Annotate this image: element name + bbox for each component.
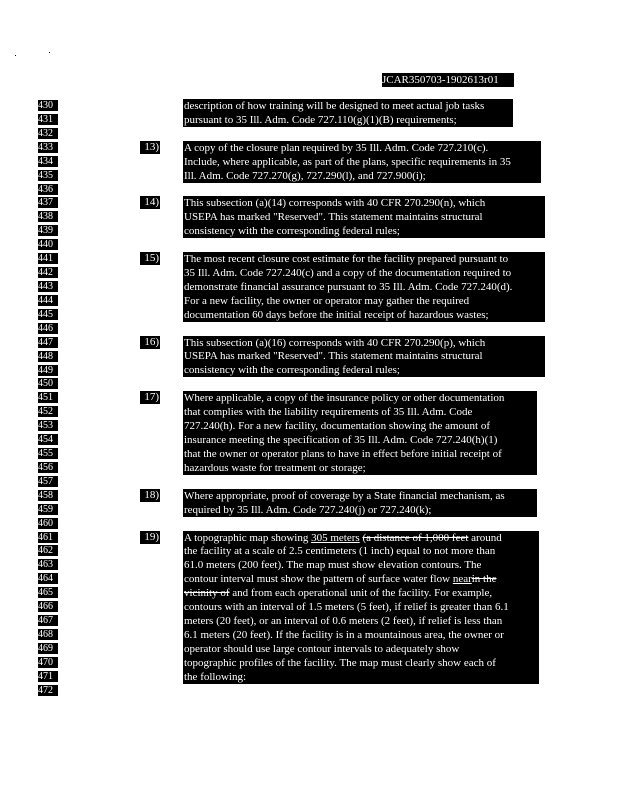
line-number: 456 (38, 462, 58, 473)
line-number: 450 (38, 378, 58, 389)
line-number: 445 (38, 309, 58, 320)
line-number: 433 (38, 142, 58, 153)
text-line (183, 531, 539, 545)
line-number: 448 (38, 351, 58, 362)
line-number: 447 (38, 337, 58, 348)
text-line: Where applicable, a copy of the insurance policy or other documentation (183, 391, 537, 405)
text-line (183, 586, 539, 600)
line-number: 442 (38, 267, 58, 278)
line-number: 436 (38, 184, 58, 195)
line-number: 441 (38, 253, 58, 264)
line-number: 438 (38, 211, 58, 222)
line-number: 446 (38, 323, 58, 334)
line-number: 465 (38, 587, 58, 598)
text-line: 35 Ill. Adm. Code 727.240(c) and a copy of the documentation required to (183, 266, 545, 280)
text-line: consistency with the corresponding federal rules; (183, 363, 545, 377)
line-number: 463 (38, 559, 58, 570)
line-number: 432 (38, 128, 58, 139)
text-line: contours with an interval of 1.5 meters (5 feet), if relief is greater than 6.1 (183, 600, 539, 614)
text-line: 61.0 meters (200 feet). The map must show elevation contours. The (183, 558, 539, 572)
line-number: 464 (38, 573, 58, 584)
docket-number: JCAR350703-1902613r01 (382, 73, 514, 87)
text-line: USEPA has marked "Reserved". This statement maintains structural (183, 210, 545, 224)
text-run: and from each operational unit of the facility. For example, (229, 587, 493, 600)
line-number: 434 (38, 156, 58, 167)
text-line: that the owner or operator plans to have in effect before initial receipt of (183, 447, 537, 461)
text-line: 6.1 meters (20 feet). If the facility is in a mountainous area, the owner or (183, 628, 539, 642)
subsection-number: 13) (140, 141, 160, 154)
line-number: 467 (38, 615, 58, 626)
subsection-number: 14) (140, 196, 160, 209)
line-number: 431 (38, 114, 58, 125)
line-number: 435 (38, 170, 58, 181)
text-line (183, 572, 539, 586)
line-number: 458 (38, 490, 58, 501)
text-line: the following: (183, 670, 539, 684)
text-line: demonstrate financial assurance pursuant to 35 Ill. Adm. Code 727.240(d). (183, 280, 545, 294)
line-number: 444 (38, 295, 58, 306)
text-line: Ill. Adm. Code 727.270(g), 727.290(l), and 727.900(i); (183, 169, 541, 183)
text-line: that complies with the liability requirements of 35 Ill. Adm. Code (183, 405, 537, 419)
text-line: USEPA has marked "Reserved". This statement maintains structural (183, 349, 545, 363)
line-number: 457 (38, 476, 58, 487)
line-number: 468 (38, 629, 58, 640)
text-run: contour interval must show the pattern of surface water flow (184, 573, 453, 586)
text-line: documentation 60 days before the initial receipt of hazardous wastes; (183, 308, 545, 322)
line-number: 451 (38, 392, 58, 403)
subsection-number: 15) (140, 252, 160, 265)
line-number: 466 (38, 601, 58, 612)
text-line: The most recent closure cost estimate for the facility prepared pursuant to (183, 252, 545, 266)
text-line: A copy of the closure plan required by 35 Ill. Adm. Code 727.210(c). (183, 141, 541, 155)
line-number: 460 (38, 518, 58, 529)
deleted-text: in the (471, 573, 497, 586)
text-run: around (468, 531, 502, 544)
line-number: 470 (38, 657, 58, 668)
line-number: 454 (38, 434, 58, 445)
text-line: consistency with the corresponding federal rules; (183, 224, 545, 238)
subsection-number: 17) (140, 391, 160, 404)
subsection-number: 18) (140, 489, 160, 502)
line-number: 439 (38, 225, 58, 236)
subsection-number: 19) (140, 531, 160, 544)
text-line: hazardous waste for treatment or storage; (183, 461, 537, 475)
subsection-number: 16) (140, 336, 160, 349)
line-number: 461 (38, 532, 58, 543)
text-line: operator should use large contour intervals to adequately show (183, 642, 539, 656)
text-line: topographic profiles of the facility. The map must clearly show each of (183, 656, 539, 670)
text-line: This subsection (a)(16) corresponds with 40 CFR 270.290(p), which (183, 336, 545, 350)
line-number: 462 (38, 545, 58, 556)
line-number: 440 (38, 239, 58, 250)
line-number: 443 (38, 281, 58, 292)
scan-specks (0, 0, 60, 60)
deleted-text: vicinity of (184, 587, 230, 600)
deleted-text: (a distance of 1,000 feet (362, 531, 469, 544)
line-number: 455 (38, 448, 58, 459)
line-number: 437 (38, 197, 58, 208)
inserted-text: near (452, 573, 472, 586)
text-line: insurance meeting the specification of 35 Ill. Adm. Code 727.240(h)(1) (183, 433, 537, 447)
line-number: 472 (38, 685, 58, 696)
text-line: 727.240(h). For a new facility, documentation showing the amount of (183, 419, 537, 433)
line-number: 453 (38, 420, 58, 431)
text-line: meters (20 feet), or an interval of 0.6 meters (2 feet), if relief is less than (183, 614, 539, 628)
text-line: pursuant to 35 Ill. Adm. Code 727.110(g)(1)(B) requirements; (183, 113, 513, 127)
line-number: 459 (38, 504, 58, 515)
text-line: This subsection (a)(14) corresponds with 40 CFR 270.290(n), which (183, 196, 545, 210)
line-number: 471 (38, 671, 58, 682)
text-run: A topographic map showing (184, 531, 312, 544)
text-line: Include, where applicable, as part of the plans, specific requirements in 35 (183, 155, 541, 169)
text-line: description of how training will be designed to meet actual job tasks (183, 99, 513, 113)
inserted-text: 305 meters (311, 531, 360, 544)
text-line: For a new facility, the owner or operator may gather the required (183, 294, 545, 308)
line-number: 449 (38, 365, 58, 376)
text-line: required by 35 Ill. Adm. Code 727.240(j) or 727.240(k); (183, 503, 537, 517)
line-number: 452 (38, 406, 58, 417)
text-line: Where appropriate, proof of coverage by a State financial mechanism, as (183, 489, 537, 503)
text-line: the facility at a scale of 2.5 centimeters (1 inch) equal to not more than (183, 544, 539, 558)
line-number: 469 (38, 643, 58, 654)
line-number: 430 (38, 100, 58, 111)
